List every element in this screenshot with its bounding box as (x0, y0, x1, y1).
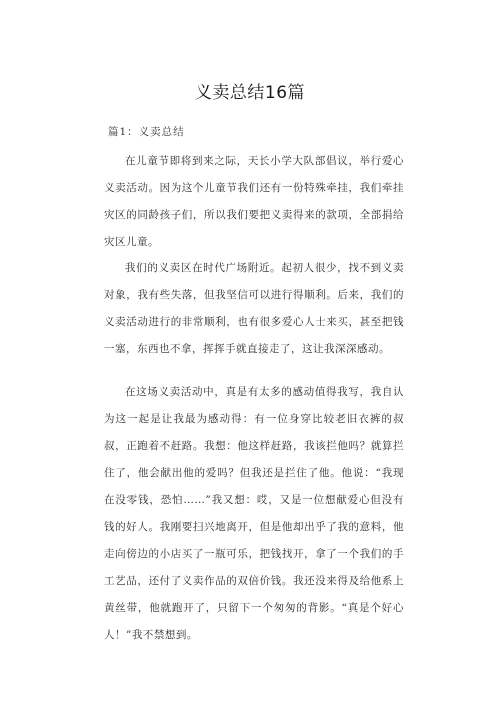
section-heading: 篇1：义卖总结 (108, 126, 185, 138)
paragraph-2: 我们的义卖区在时代广场附近。起初人很少，找不到义卖对象，我有些失落，但我坚信可以进行得顺利。后来，我们的义卖活动进行的非常顺利，也有很多爱心人士来买，甚至把钱一塞，东西也不拿，挥挥手就直接走了，这让我深深感动。 (104, 262, 404, 355)
paragraph-1: 在儿童节即将到来之际，天长小学大队部倡议，举行爱心义卖活动。因为这个儿童节我们还有一份特殊牵挂，我们牵挂灾区的同龄孩子们，所以我们要把义卖得来的款项，全部捐给灾区儿童。 (104, 155, 404, 248)
document-title: 义卖总结16篇 (194, 83, 306, 103)
paragraph-3: 在这场义卖活动中，真是有太多的感动值得我写，我自认为这一起是让我最为感动得：有一位身穿比较老旧衣裤的叔叔，正跑着不赶路。我想：他这样赶路，我该拦他吗？就算拦住了，他会献出他的爱吗？但我还是拦住了他。他说：“我现在没零钱，恐怕……”我又想：哎，又是一位想献爱心但没有钱的好人。我刚要扫兴地离开，但是他却出乎了我的意料，他走向傍边的小店买了一瓶可乐，把钱找开，拿了一个我们的手工艺品，还付了义卖作品的双倍价钱。我还没来得及给他系上黄丝带，他就跑开了，只留下一个匆匆的背影。“真是个好心人！”我不禁想到。 (104, 386, 404, 641)
